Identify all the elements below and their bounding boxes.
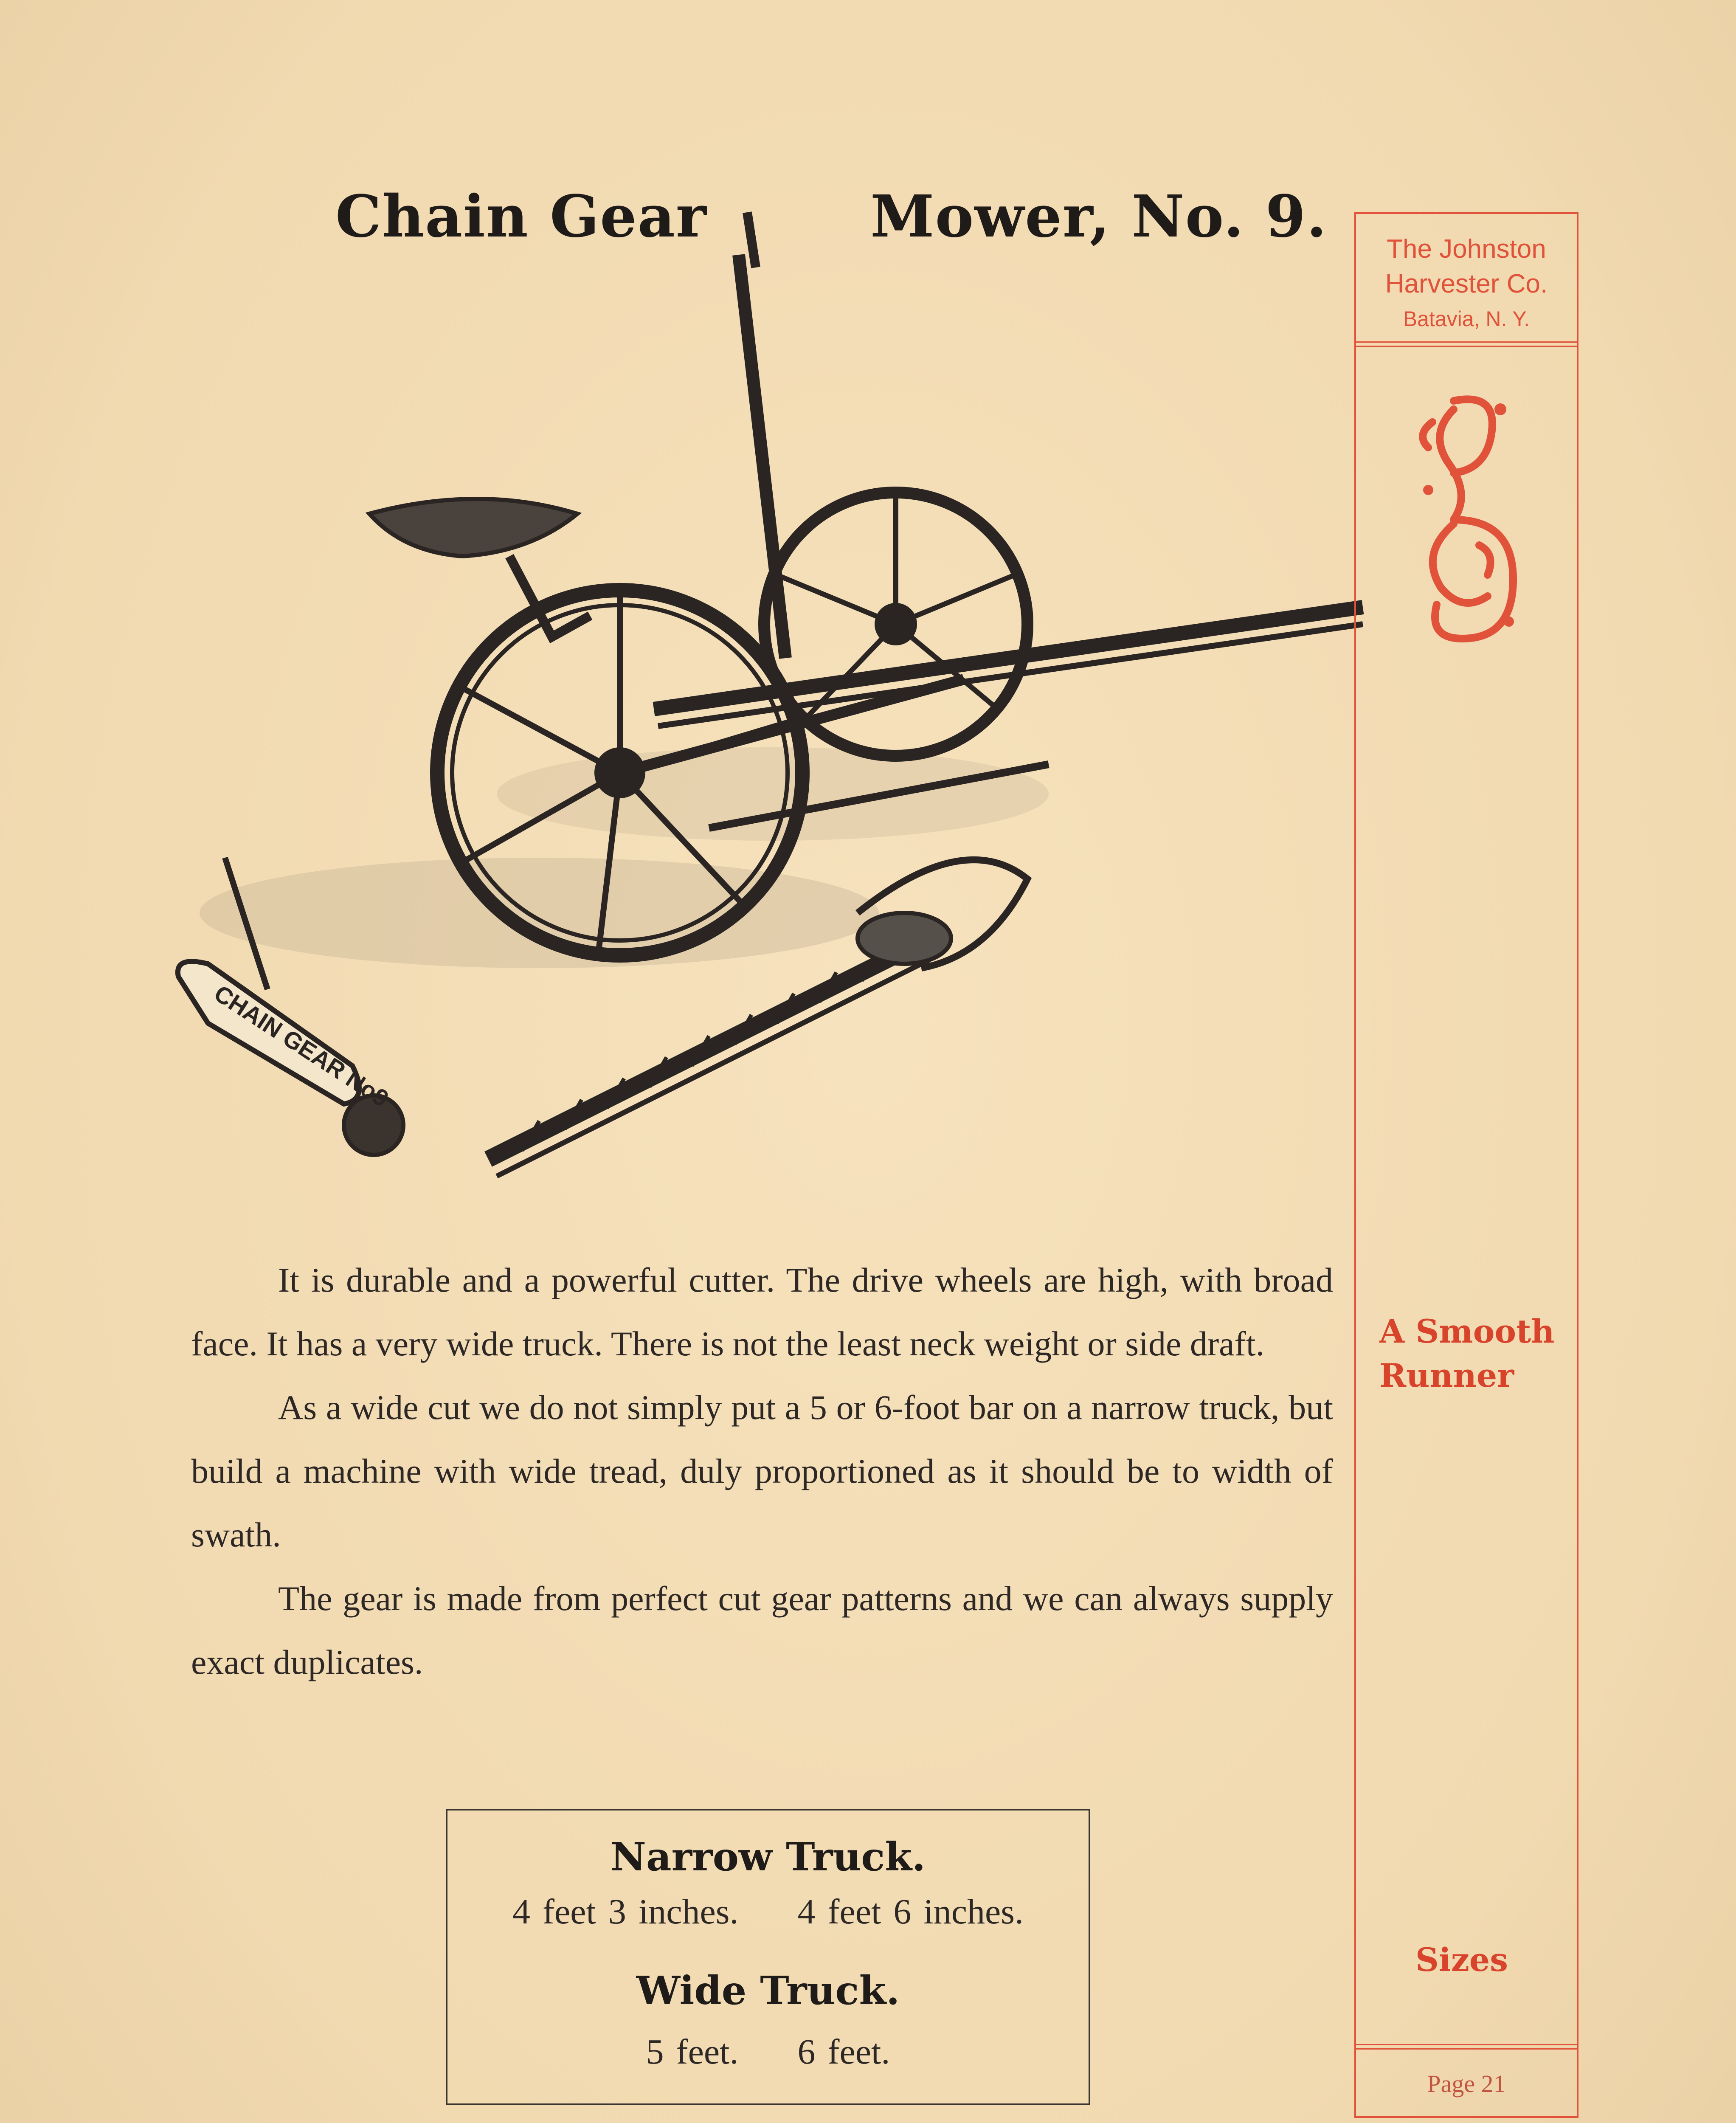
sidebar — [1354, 212, 1578, 2118]
paragraph-3: The gear is made from perfect cut gear patterns and we can always supply exact duplicates. — [191, 1579, 1333, 1681]
paragraph-1: It is durable and a powerful cutter. The drive wheels are high, with broad face. It has a very wide truck. There is not the least neck weight or side draft. — [191, 1261, 1333, 1363]
tagline-line-2: Runner — [1379, 1357, 1514, 1394]
narrow-size-1: 4 feet 3 inches. — [512, 1892, 739, 1932]
description — [191, 1248, 1333, 1694]
blade-plate-label: CHAIN GEAR No9 — [209, 980, 394, 1112]
decorative-initial-b-ornament-icon — [1403, 384, 1539, 656]
sizes-label: Sizes — [1415, 1941, 1508, 1979]
wide-truck-heading: Wide Truck. — [636, 1968, 900, 2013]
sidebar-rule-bottom — [1356, 2044, 1577, 2045]
narrow-size-2: 4 feet 6 inches. — [797, 1892, 1024, 1932]
sidebar-rule-top-2 — [1356, 346, 1577, 347]
company-line-2: Harvester Co. — [1385, 269, 1548, 298]
wide-size-1: 5 feet. — [646, 2032, 739, 2072]
company-block — [1356, 232, 1577, 336]
tagline-line-1: A Smooth — [1379, 1312, 1555, 1350]
title-mower-no-9: Mower, No. 9. — [870, 183, 1328, 251]
wide-size-2: 6 feet. — [797, 2032, 890, 2072]
wide-truck-values — [447, 2031, 1089, 2072]
narrow-truck-values — [447, 1891, 1089, 1932]
narrow-truck-heading: Narrow Truck. — [610, 1834, 926, 1880]
tagline — [1379, 1309, 1554, 1398]
mower-illustration — [157, 191, 1371, 1219]
sidebar-rule-bottom-2 — [1356, 2048, 1577, 2050]
company-line-1: The Johnston — [1387, 234, 1546, 264]
title-chain-gear: Chain Gear — [335, 183, 707, 251]
paragraph-2: As a wide cut we do not simply put a 5 or 6-foot bar on a narrow truck, but build a machine with wide tread, duly proportioned as it should be to width of swath. — [191, 1388, 1333, 1554]
sizes-box — [446, 1809, 1090, 2105]
sidebar-rule-top — [1356, 341, 1577, 343]
company-line-3: Batavia, N. Y. — [1403, 307, 1530, 331]
page-number: Page 21 — [1427, 2070, 1506, 2098]
